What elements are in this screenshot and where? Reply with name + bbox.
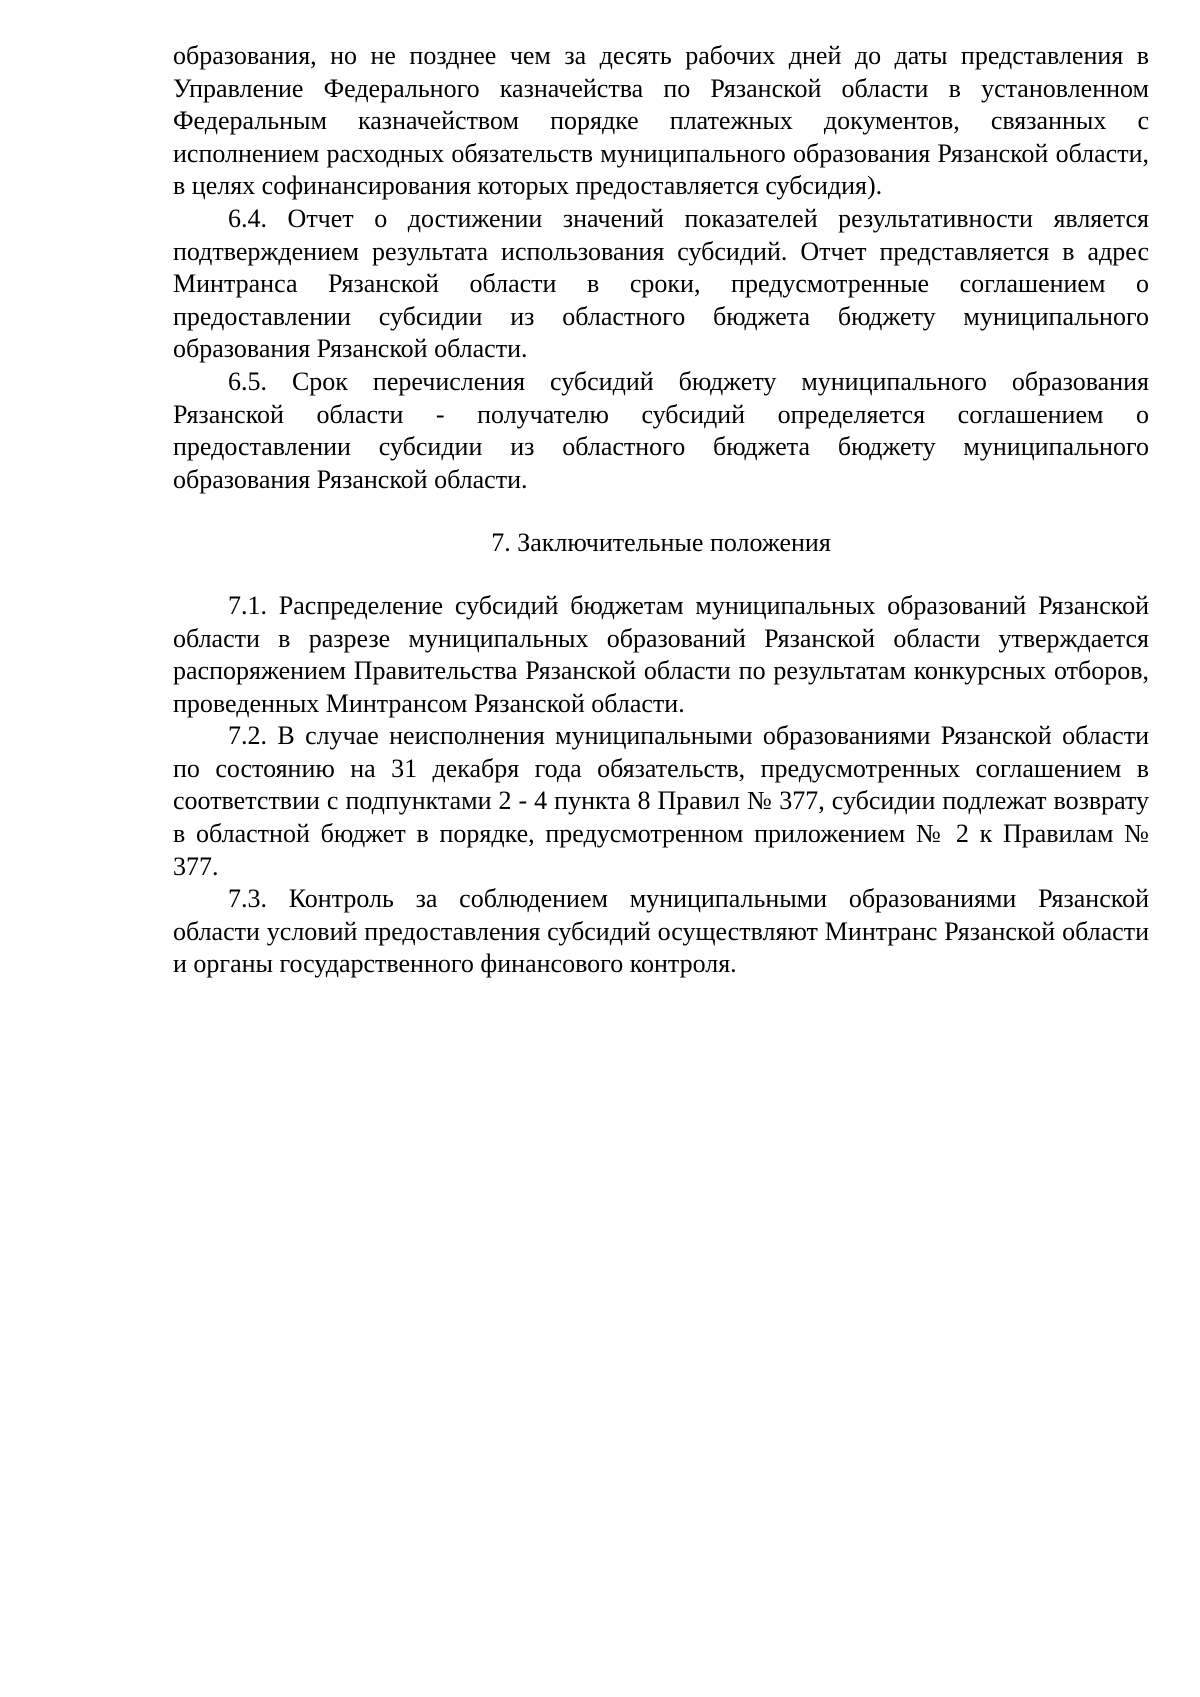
paragraph-6-5: 6.5. Срок перечисления субсидий бюджету муниципального образования Рязанской области - получателю субсидий определяется соглашением о предоставлении субсидии из областного бюджета бюджету муниципального образования Рязанской области. [173,366,1149,494]
paragraph-7-1: 7.1. Распределение субсидий бюджетам муниципальных образований Рязанской области в разрезе муниципальных образований Рязанской области утверждается распоряжением Правительства Рязанской области по результатам конкурсных отборов, проведенных Минтрансом Рязанской области. [173,590,1149,718]
paragraph-6-4: 6.4. Отчет о достижении значений показателей результативности является подтверждением результата использования субсидий. Отчет представляется в адрес Минтранса Рязанской области в сроки, предусмотренные соглашением о предоставлении субсидии из областного бюджета бюджету муниципального образования Рязанской области. [173,203,1149,364]
section-7-heading: 7. Заключительные положения [491,528,831,558]
paragraph-section6-continuation: образования, но не позднее чем за десять рабочих дней до даты представления в Управление Федерального казначейства по Рязанской области в установленном Федеральным казначейством порядке платежных документов, связанных с исполнением расходных обязательств муниципального образования Рязанской области, в целях софинансирования которых предоставляется субсидия). [173,41,1149,201]
document-page [173,40,1149,981]
paragraph-7-2: 7.2. В случае неисполнения муниципальными образованиями Рязанской области по состоянию на 31 декабря года обязательств, предусмотренных соглашением в соответствии с подпунктами 2 - 4 пункта 8 Правил № 377, субсидии подлежат возврату в областной бюджет в порядке, предусмотренном приложением № 2 к Правилам № 377. [173,721,1149,881]
paragraph-7-3: 7.3. Контроль за соблюдением муниципальными образованиями Рязанской области условий предоставления субсидий осуществляют Минтранс Рязанской области и органы государственного финансового контроля. [173,884,1149,979]
